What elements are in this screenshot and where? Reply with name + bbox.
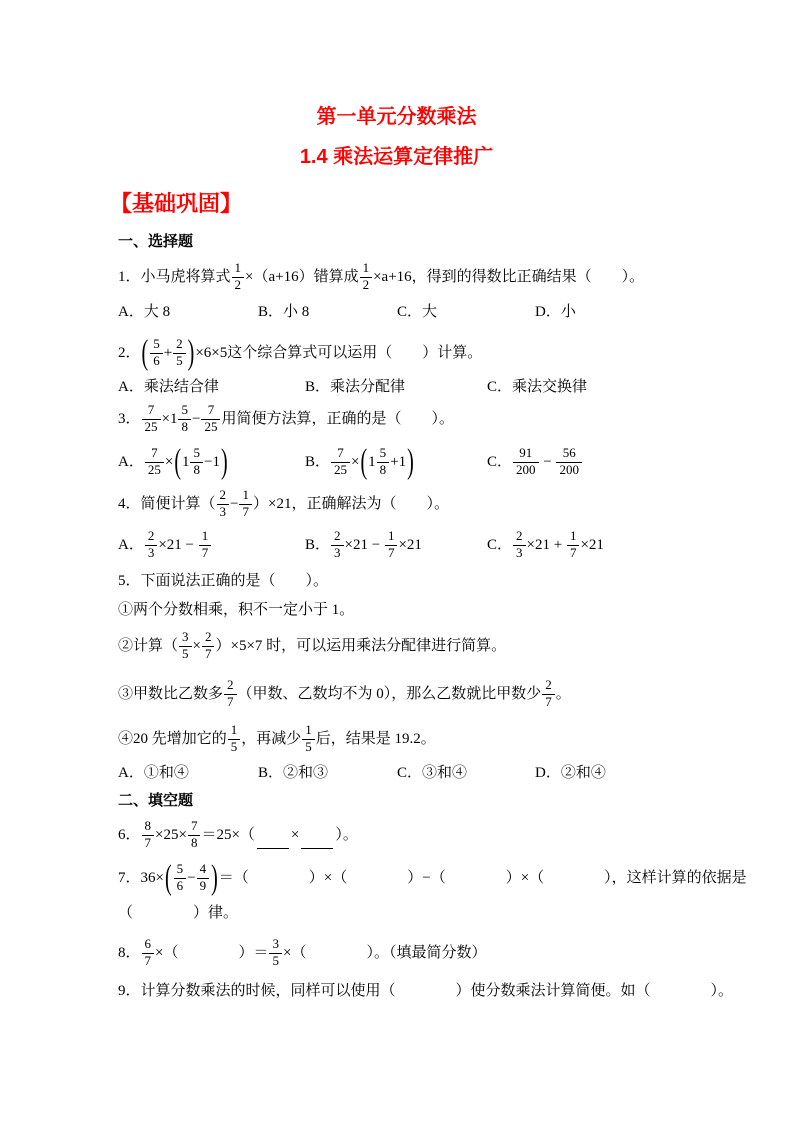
math-text: − — [230, 495, 239, 512]
math-text: ①两个分数相乘，积不一定小于 1。 — [118, 602, 355, 618]
math-text: 乘法分配律 — [330, 379, 406, 395]
denominator: 200 — [559, 462, 579, 477]
fraction — [201, 403, 220, 435]
math-text: ×a+16，得到的得数比正确结果（ ）。 — [373, 269, 645, 285]
fraction — [145, 446, 164, 478]
numerator: 2 — [173, 337, 186, 354]
denominator: 5 — [176, 352, 183, 368]
math-text: 9．计算分数乘法的时候，同样可以使用（ ）使分数乘法计算简便。如（ ）。 — [118, 983, 734, 999]
fraction — [142, 819, 155, 851]
fraction — [178, 403, 191, 435]
question-1-stem — [118, 257, 753, 297]
numerator: 5 — [190, 446, 203, 463]
fraction — [224, 678, 237, 710]
numerator: 7 — [188, 819, 201, 836]
denominator: 7 — [144, 953, 152, 968]
math-text: ×（ ）＝ — [155, 945, 269, 961]
math-text: ）。 — [335, 827, 358, 843]
option-label: A． — [118, 765, 144, 781]
numerator: 8 — [142, 819, 155, 836]
fraction — [556, 446, 582, 478]
math-text: 5．下面说法正确的是（ ）。 — [118, 573, 329, 589]
question-4-options — [118, 525, 753, 565]
math-text: ×（a+16）错算成 — [245, 269, 359, 285]
math-text: ②和③ — [283, 765, 329, 781]
question-5-stem — [118, 571, 753, 591]
math-text: （ ）律。 — [118, 905, 239, 921]
blank-underline — [301, 833, 333, 849]
numerator: 5 — [377, 446, 390, 463]
math-text: ④20 先增加它的 — [118, 731, 227, 747]
math-text: + — [163, 344, 173, 361]
big-paren-icon: ) — [407, 442, 414, 482]
question-5-item-4 — [118, 719, 753, 759]
math-text: − — [191, 411, 201, 427]
fraction — [179, 630, 192, 662]
option-content — [144, 442, 229, 482]
math-text: ×21 − — [344, 537, 384, 553]
denominator: 6 — [176, 878, 184, 893]
option-label: C． — [397, 765, 423, 781]
numerator: 2 — [331, 529, 344, 546]
math-text: 2． — [118, 344, 141, 361]
big-paren-icon: ) — [211, 858, 218, 898]
numerator: 4 — [197, 862, 210, 879]
fraction — [188, 819, 201, 851]
option-A — [118, 442, 305, 482]
math-text: ×6×5这个综合算式可以运用（ ）计算。 — [195, 344, 483, 361]
denominator: 200 — [516, 462, 536, 477]
option-label: B． — [305, 454, 331, 470]
question-3-options — [118, 441, 753, 483]
option-content — [561, 763, 606, 783]
question-8 — [118, 932, 753, 974]
fraction — [202, 630, 215, 662]
numerator: 5 — [174, 862, 187, 879]
fraction — [173, 337, 186, 369]
option-content — [144, 377, 219, 397]
option-label: A． — [118, 537, 144, 553]
option-D — [535, 302, 753, 322]
option-content — [422, 302, 437, 322]
question-3-stem — [118, 400, 753, 438]
question-5-options — [118, 763, 753, 783]
fraction — [150, 337, 163, 369]
math-text: ×21 — [398, 537, 422, 553]
option-content — [422, 763, 467, 783]
denominator: 5 — [272, 953, 279, 968]
math-text: ×（ ）。（填最简分数） — [282, 945, 487, 961]
math-text: ）×21，正确解法为（ ）。 — [252, 495, 449, 512]
math-text: − — [539, 454, 556, 470]
big-paren-icon: ( — [174, 442, 181, 482]
option-content — [144, 302, 170, 322]
math-text: × — [192, 638, 201, 654]
option-label: B． — [305, 379, 331, 395]
fraction — [377, 446, 390, 478]
denominator: 5 — [230, 739, 238, 754]
option-label: D． — [535, 765, 561, 781]
question-5-item-3 — [118, 674, 753, 714]
denominator: 3 — [147, 545, 155, 560]
blank-underline — [257, 833, 289, 849]
option-label: A． — [118, 454, 144, 470]
question-5-item-1 — [118, 600, 753, 620]
numerator: 3 — [269, 937, 282, 954]
math-text: 大 8 — [143, 304, 171, 320]
option-C — [487, 446, 753, 478]
question-9 — [118, 981, 753, 1001]
question-2-stem — [118, 331, 753, 374]
option-content — [561, 302, 576, 322]
denominator: 9 — [199, 878, 207, 893]
big-paren-icon: ) — [220, 442, 228, 482]
math-text: 大 — [422, 304, 438, 320]
math-text: −1 — [203, 454, 220, 470]
math-text: ×25× — [155, 827, 187, 843]
fraction — [385, 529, 398, 561]
math-text: ③和④ — [422, 765, 468, 781]
option-B — [258, 763, 397, 783]
numerator: 56 — [556, 446, 582, 463]
numerator: 7 — [142, 403, 161, 420]
option-A — [118, 529, 305, 561]
fraction — [331, 446, 350, 478]
option-label: B． — [305, 537, 331, 553]
numerator: 1 — [228, 723, 241, 740]
fraction — [174, 862, 187, 894]
math-text: − — [187, 870, 196, 886]
fraction — [228, 723, 241, 755]
math-text: 乘法结合律 — [143, 379, 219, 395]
denominator: 25 — [204, 419, 218, 434]
fraction — [513, 529, 526, 561]
option-label: B． — [258, 765, 284, 781]
fraction — [360, 261, 373, 293]
option-content — [330, 442, 415, 482]
option-content — [283, 302, 309, 322]
mixed-number — [182, 446, 204, 478]
denominator: 7 — [201, 545, 209, 560]
math-text: 小 — [560, 304, 576, 320]
math-text: ，再减少 — [241, 731, 302, 747]
fraction — [197, 862, 210, 894]
denominator: 7 — [144, 835, 152, 850]
numerator: 1 — [232, 261, 245, 278]
numerator: 2 — [217, 488, 230, 505]
denominator: 5 — [182, 646, 189, 661]
option-label: C． — [487, 454, 513, 470]
math-text: 4．简便计算（ — [118, 495, 216, 512]
math-text: × — [351, 454, 360, 470]
option-label: A． — [118, 304, 144, 320]
denominator: 25 — [144, 419, 158, 434]
option-label: A． — [118, 379, 144, 395]
option-label: B． — [258, 304, 284, 320]
mixed-number — [368, 446, 390, 478]
choice-section-heading: 一、选择题 — [118, 233, 194, 250]
fraction — [217, 488, 230, 520]
question-4-stem — [118, 485, 753, 522]
numerator: 2 — [513, 529, 526, 546]
math-text: 6． — [118, 827, 141, 843]
option-content — [144, 529, 212, 561]
option-A — [118, 377, 305, 397]
denominator: 3 — [516, 545, 523, 560]
option-content — [512, 377, 587, 397]
math-text: ③甲数比乙数多 — [118, 686, 224, 702]
math-text: 。 — [555, 686, 571, 702]
math-text: × — [164, 454, 174, 470]
denominator: 6 — [153, 352, 160, 368]
option-label: C． — [487, 379, 513, 395]
denominator: 2 — [234, 277, 242, 292]
question-7-line-1 — [118, 857, 753, 899]
option-A — [118, 763, 258, 783]
section-banner: 【基础巩固】 — [110, 191, 243, 216]
numerator: 2 — [542, 678, 555, 695]
math-text: ×21 — [580, 537, 604, 553]
lesson-title: 1.4 乘法运算定律推广 — [299, 146, 494, 168]
question-7-line-2 — [118, 903, 753, 923]
numerator: 91 — [513, 446, 539, 463]
question-5-item-2 — [118, 625, 753, 667]
option-content — [144, 763, 189, 783]
whole-number: 1 — [181, 454, 190, 470]
option-content — [330, 529, 422, 561]
numerator: 2 — [145, 529, 158, 546]
option-C — [487, 377, 753, 397]
numerator: 2 — [224, 678, 237, 695]
denominator: 7 — [387, 545, 395, 560]
denominator: 7 — [545, 694, 552, 709]
option-content — [283, 763, 328, 783]
denominator: 7 — [227, 694, 234, 709]
option-C — [397, 302, 535, 322]
numerator: 6 — [142, 937, 155, 954]
option-B — [305, 442, 487, 482]
math-text: ①和④ — [143, 765, 189, 781]
whole-number: 1 — [169, 411, 178, 427]
denominator: 7 — [242, 503, 249, 519]
numerator: 7 — [145, 446, 164, 463]
option-label: D． — [535, 304, 561, 320]
fraction — [145, 529, 158, 561]
fraction — [199, 529, 212, 561]
denominator: 2 — [362, 277, 370, 292]
whole-number: 1 — [368, 454, 376, 470]
fraction — [331, 529, 344, 561]
option-label: C． — [487, 537, 513, 553]
math-text: 8． — [118, 945, 141, 961]
option-D — [535, 763, 753, 783]
fraction — [567, 529, 580, 561]
question-2-options — [118, 377, 753, 397]
big-paren-icon: ( — [141, 333, 149, 372]
numerator: 1 — [567, 529, 580, 546]
numerator: 7 — [331, 446, 350, 463]
option-content — [330, 377, 405, 397]
numerator: 5 — [150, 337, 163, 354]
math-text: ×21 + — [526, 537, 566, 553]
fraction — [190, 446, 203, 478]
denominator: 5 — [305, 739, 312, 754]
fraction — [232, 261, 245, 293]
option-label: C． — [397, 304, 423, 320]
option-content — [512, 446, 583, 478]
math-text: ②和④ — [560, 765, 606, 781]
fraction — [302, 723, 315, 755]
fraction — [269, 937, 282, 969]
numerator: 5 — [178, 403, 191, 420]
denominator: 7 — [569, 545, 577, 560]
math-text: ②计算（ — [118, 638, 179, 654]
numerator: 1 — [360, 261, 373, 278]
math-text: （甲数、乙数均不为 0），那么乙数就比甲数少 — [237, 686, 542, 702]
denominator: 25 — [334, 462, 348, 477]
fraction — [142, 403, 161, 435]
numerator: 1 — [199, 529, 212, 546]
fill-section-heading: 二、填空题 — [118, 792, 194, 809]
numerator: 1 — [239, 488, 252, 505]
denominator: 8 — [181, 419, 188, 434]
option-A — [118, 302, 258, 322]
fraction — [542, 678, 555, 710]
math-text: 1．小马虎将算式 — [118, 269, 231, 285]
denominator: 7 — [204, 646, 212, 661]
denominator: 8 — [193, 462, 200, 477]
option-content — [512, 529, 604, 561]
option-C — [487, 529, 753, 561]
denominator: 8 — [190, 835, 198, 850]
question-1-options — [118, 302, 753, 322]
big-paren-icon: ) — [187, 333, 195, 372]
denominator: 3 — [334, 545, 341, 560]
fraction — [142, 937, 155, 969]
math-text: ＝25×（ — [201, 827, 255, 843]
numerator: 1 — [302, 723, 315, 740]
denominator: 25 — [147, 462, 161, 477]
big-paren-icon: ( — [164, 858, 172, 898]
math-text: × — [161, 411, 170, 427]
option-B — [258, 302, 397, 322]
option-B — [305, 529, 487, 561]
denominator: 8 — [379, 462, 387, 477]
denominator: 3 — [219, 503, 227, 519]
math-text: 3． — [118, 411, 141, 427]
unit-title: 第一单元分数乘法 — [316, 106, 477, 128]
option-B — [305, 377, 487, 397]
math-text: ）×5×7 时，可以运用乘法分配律进行简算。 — [215, 638, 507, 654]
numerator: 2 — [202, 630, 215, 647]
math-text: 用简便方法算，正确的是（ ）。 — [221, 411, 454, 427]
math-text: × — [290, 827, 300, 843]
math-text: 后，结果是 19.2。 — [315, 731, 436, 747]
option-C — [397, 763, 535, 783]
mixed-number — [170, 403, 192, 435]
numerator: 3 — [179, 630, 192, 647]
math-text: ×21 − — [158, 537, 198, 553]
math-text: 小 8 — [283, 304, 310, 320]
fraction — [513, 446, 539, 478]
math-text: 乘法交换律 — [512, 379, 588, 395]
numerator: 1 — [385, 529, 398, 546]
numerator: 7 — [201, 403, 220, 420]
fraction — [239, 488, 252, 520]
big-paren-icon: ( — [360, 442, 368, 482]
math-text: +1 — [390, 454, 407, 470]
math-text: 7．36× — [118, 870, 164, 886]
question-6 — [118, 815, 753, 855]
math-text: ＝（ ）×（ ）−（ ）×（ ），这样计算的依据是 — [218, 870, 747, 886]
